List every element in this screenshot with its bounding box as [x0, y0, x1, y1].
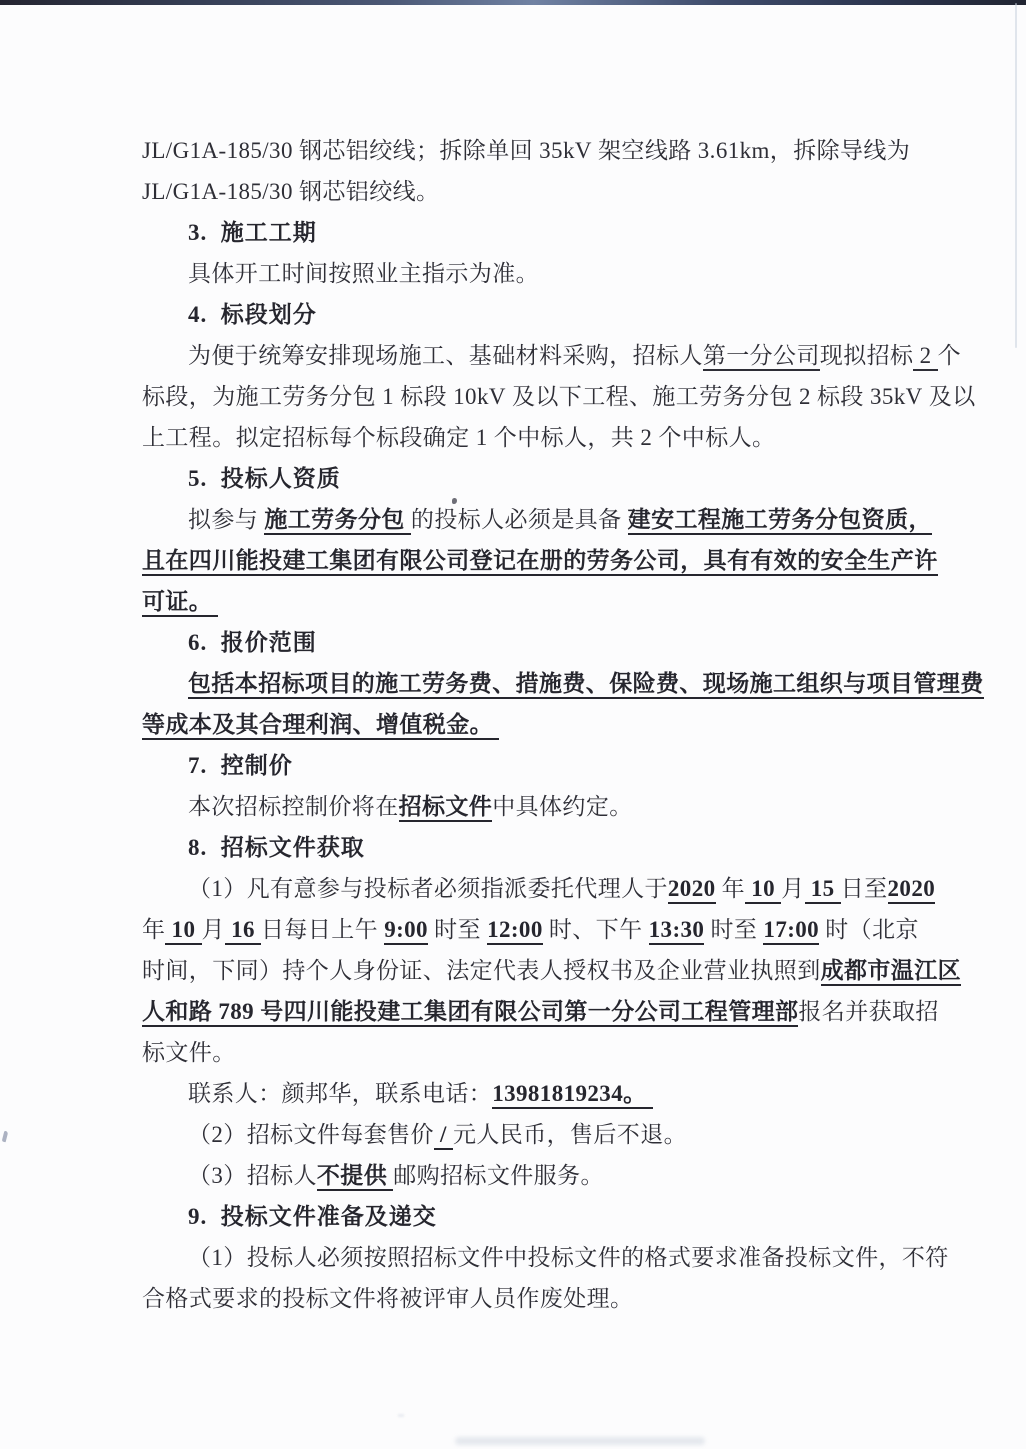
text-segment: （1）凡有意参与投标者必须指派委托代理人于: [188, 876, 668, 901]
text-segment: 月: [781, 876, 805, 901]
underlined-text: 13981819234。: [492, 1081, 652, 1109]
underlined-text: 16: [225, 917, 261, 945]
text-segment: 时、下午: [542, 917, 649, 942]
underlined-text: 10: [745, 876, 781, 904]
text-segment: 标文件。: [142, 1040, 236, 1065]
text-line: [142, 376, 976, 417]
text-segment: 日每日上午: [261, 917, 385, 942]
text-line: [142, 663, 984, 704]
section-heading-line: [142, 745, 887, 786]
bottom-tick-artifact: [398, 1414, 404, 1417]
text-segment: 4. 标段划分: [188, 302, 317, 327]
underlined-text: 包括本招标项目的施工劳务费、措施费、保险费、现场施工组织与项目管理费: [188, 671, 984, 699]
underlined-text: 建安工程施工劳务分包资质，: [628, 507, 932, 535]
section-heading-line: [142, 827, 887, 868]
text-line: [142, 786, 887, 827]
text-segment: （2）招标文件每套售价: [188, 1122, 434, 1147]
text-segment: 5. 投标人资质: [188, 466, 341, 491]
text-segment: 现拟招标: [819, 343, 914, 368]
text-segment: 合格式要求的投标文件将被评审人员作废处理。: [142, 1286, 634, 1311]
underlined-text: 2020: [888, 876, 936, 904]
text-line: [142, 1155, 887, 1196]
text-segment: 元人民币，售后不退。: [453, 1122, 687, 1147]
underlined-text: 且在四川能投建工集团有限公司登记在册的劳务公司，具有有效的安全生产许: [142, 548, 938, 576]
underlined-text: 等成本及其合理利润、增值税金。: [142, 712, 499, 740]
text-line: [142, 171, 887, 212]
text-segment: 为便于统筹安排现场施工、基础材料采购，招标人: [188, 343, 703, 368]
text-segment: 日至: [840, 876, 888, 901]
text-segment: 中具体约定。: [492, 794, 633, 819]
underlined-text: 施工劳务分包: [264, 507, 411, 535]
underlined-text: 15: [805, 876, 841, 904]
text-segment: 3. 施工工期: [188, 220, 317, 245]
document-content: [142, 130, 984, 1319]
text-segment: 7. 控制价: [188, 753, 293, 778]
text-line: [142, 868, 936, 909]
underlined-text: /: [434, 1122, 453, 1150]
text-line: [142, 1073, 887, 1114]
text-line: [142, 130, 911, 171]
text-line: [142, 1278, 887, 1319]
text-segment: 报名并获取招: [798, 999, 939, 1024]
text-segment: 年: [142, 917, 166, 942]
text-segment: 时间，下同）持个人身份证、法定代表人授权书及企业营业执照到: [142, 958, 821, 983]
text-segment: 8. 招标文件获取: [188, 835, 365, 860]
text-segment: 上工程。拟定招标每个标段确定 1 个中标人，共 2 个中标人。: [142, 425, 776, 450]
underlined-text: 13:30: [649, 917, 705, 945]
section-heading-line: [142, 1196, 887, 1237]
text-line: [142, 581, 887, 622]
scan-right-edge-line-artifact: [1015, 3, 1017, 348]
underlined-text: 可证。: [142, 589, 218, 617]
text-segment: 年: [715, 876, 746, 901]
text-line: [142, 1237, 949, 1278]
text-segment: 6. 报价范围: [188, 630, 317, 655]
underlined-text: 17:00: [763, 917, 819, 945]
underlined-text: 9:00: [384, 917, 428, 945]
text-line: [142, 499, 932, 540]
underlined-text: 10: [165, 917, 201, 945]
text-line: [142, 991, 939, 1032]
scan-top-edge-artifact: [0, 0, 1026, 5]
text-segment: 邮购招标文件服务。: [393, 1163, 604, 1188]
text-segment: 时（北京: [819, 917, 919, 942]
section-heading-line: [142, 622, 887, 663]
text-segment: 拟参与: [188, 507, 265, 532]
text-segment: 本次招标控制价将在: [188, 794, 399, 819]
bottom-smudge-artifact: [455, 1437, 705, 1445]
pen-mark-artifact: [2, 1131, 9, 1143]
text-segment: 标段，为施工劳务分包 1 标段 10kV 及以下工程、施工劳务分包 2 标段 35kV 及以: [142, 384, 976, 409]
text-segment: 9. 投标文件准备及递交: [188, 1204, 437, 1229]
section-heading-line: [142, 212, 887, 253]
text-segment: 个: [937, 343, 962, 368]
text-segment: 月: [201, 917, 225, 942]
text-segment: （1）投标人必须按照招标文件中投标文件的格式要求准备投标文件，不符: [188, 1245, 949, 1270]
text-line: [142, 704, 887, 745]
underlined-text: 不提供: [317, 1163, 393, 1191]
section-heading-line: [142, 294, 887, 335]
section-heading-line: [142, 458, 887, 499]
text-line: [142, 540, 938, 581]
text-line: [142, 950, 962, 991]
text-segment: （3）招标人: [188, 1163, 317, 1188]
text-line: [142, 1114, 887, 1155]
text-line: [142, 417, 887, 458]
text-line: [142, 335, 962, 376]
text-line: [142, 253, 887, 294]
underlined-text: 成都市温江区: [821, 958, 961, 986]
underlined-text: 人和路 789 号四川能投建工集团有限公司第一分公司工程管理部: [142, 999, 798, 1027]
text-line: [142, 1032, 887, 1073]
underlined-text: 第一分公司: [703, 343, 820, 371]
text-segment: 具体开工时间按照业主指示为准。: [188, 261, 539, 286]
underlined-text: 12:00: [487, 917, 543, 945]
text-segment: 时至: [704, 917, 764, 942]
text-segment: 的投标人必须是具备: [410, 507, 628, 532]
text-line: [142, 909, 919, 950]
text-segment: JL/G1A-185/30 钢芯铝绞线。: [142, 179, 440, 204]
underlined-text: 2020: [668, 876, 716, 904]
text-segment: 时至: [427, 917, 488, 942]
underlined-text: 2: [913, 343, 937, 371]
text-segment: 联系人：颜邦华，联系电话：: [188, 1081, 493, 1106]
underlined-text: 招标文件: [399, 794, 493, 822]
text-segment: JL/G1A-185/30 钢芯铝绞线；拆除单回 35kV 架空线路 3.61km，拆除导线为: [142, 138, 911, 163]
